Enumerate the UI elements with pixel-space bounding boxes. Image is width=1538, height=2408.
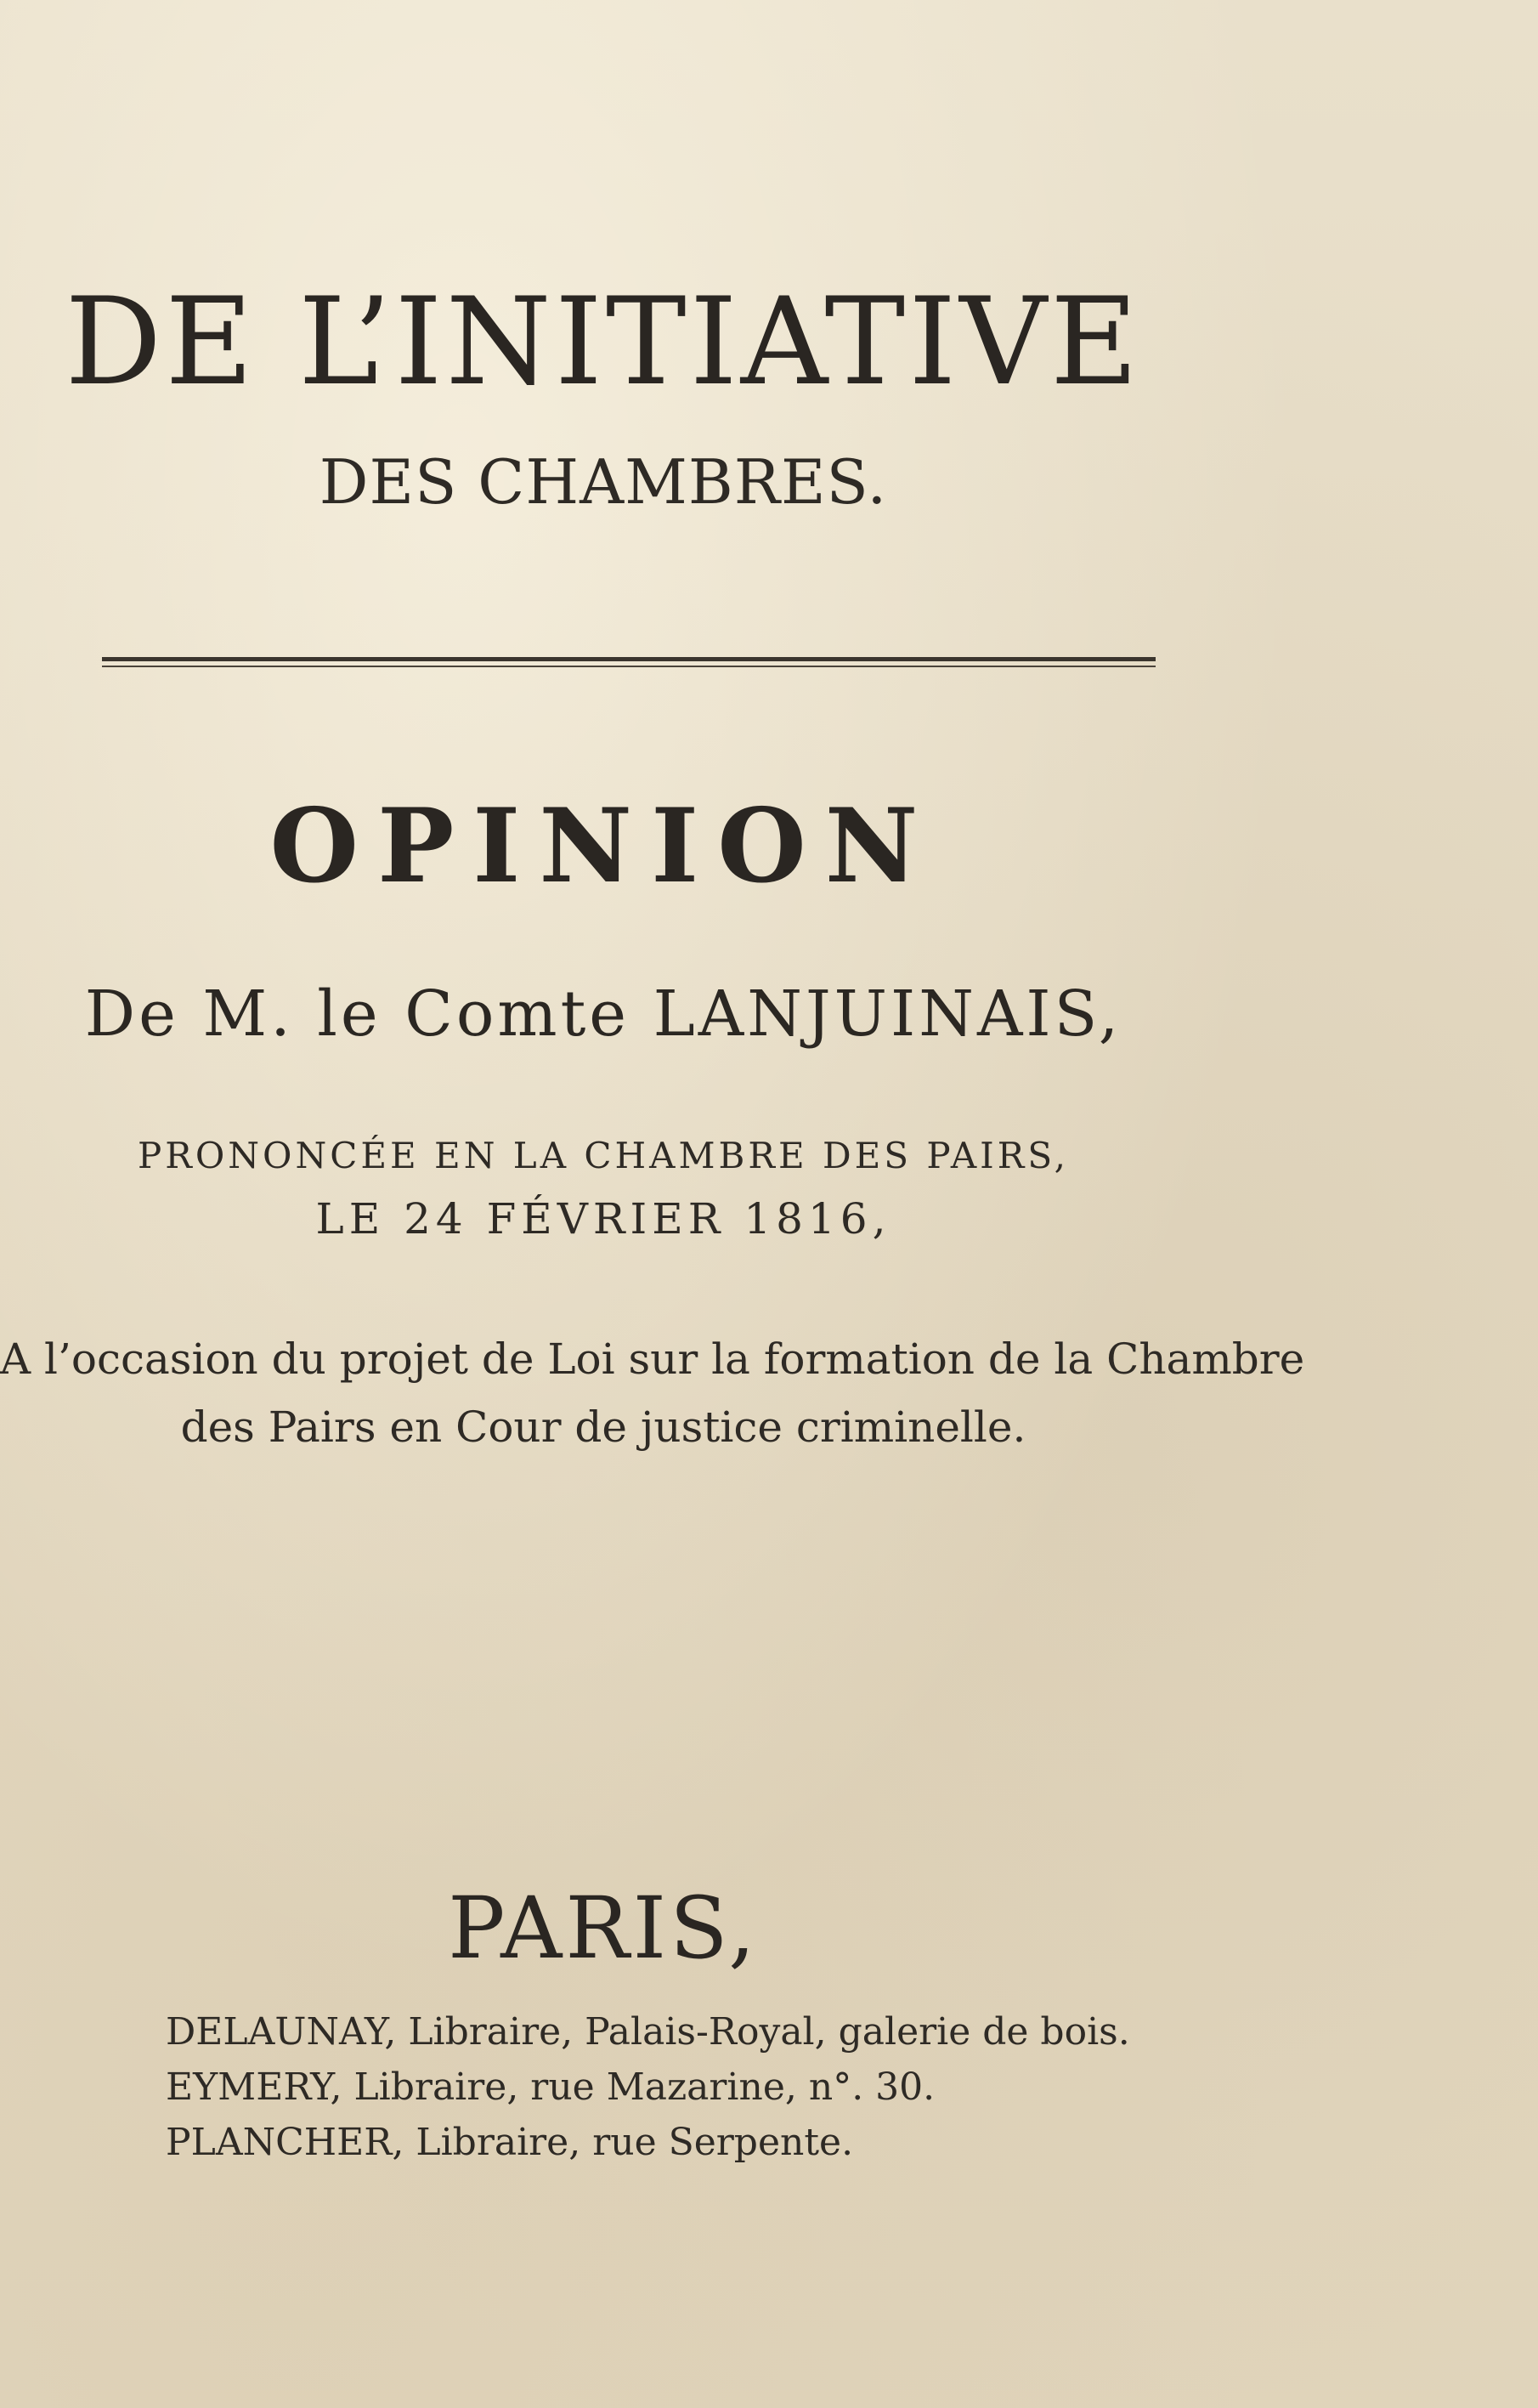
rule-thick-line xyxy=(102,657,1156,661)
publisher-line: DELAUNAY, Libraire, Palais-Royal, galerie de bois. xyxy=(166,2010,1130,2054)
title-line-2: DES CHAMBRES. xyxy=(319,446,888,518)
publisher-line: EYMERY, Libraire, rue Mazarine, n°. 30. xyxy=(166,2065,936,2109)
double-rule-divider xyxy=(102,657,1156,671)
imprint-city: PARIS, xyxy=(448,1878,759,1978)
author-line: De M. le Comte LANJUINAIS, xyxy=(84,977,1122,1051)
opinion-heading: OPINION xyxy=(269,786,937,906)
title-line-1: DE L’INITIATIVE xyxy=(65,272,1142,412)
occasion-line-2: des Pairs en Cour de justice criminelle. xyxy=(180,1402,1026,1452)
publisher-line: PLANCHER, Libraire, rue Serpente. xyxy=(166,2121,854,2164)
occasion-line-1: A l’occasion du projet de Loi sur la formation de la Chambre xyxy=(0,1334,1305,1384)
date-line: LE 24 FÉVRIER 1816, xyxy=(315,1194,891,1244)
pronounced-line: PRONONCÉE EN LA CHAMBRE DES PAIRS, xyxy=(137,1135,1069,1176)
rule-thin-line xyxy=(102,666,1156,667)
